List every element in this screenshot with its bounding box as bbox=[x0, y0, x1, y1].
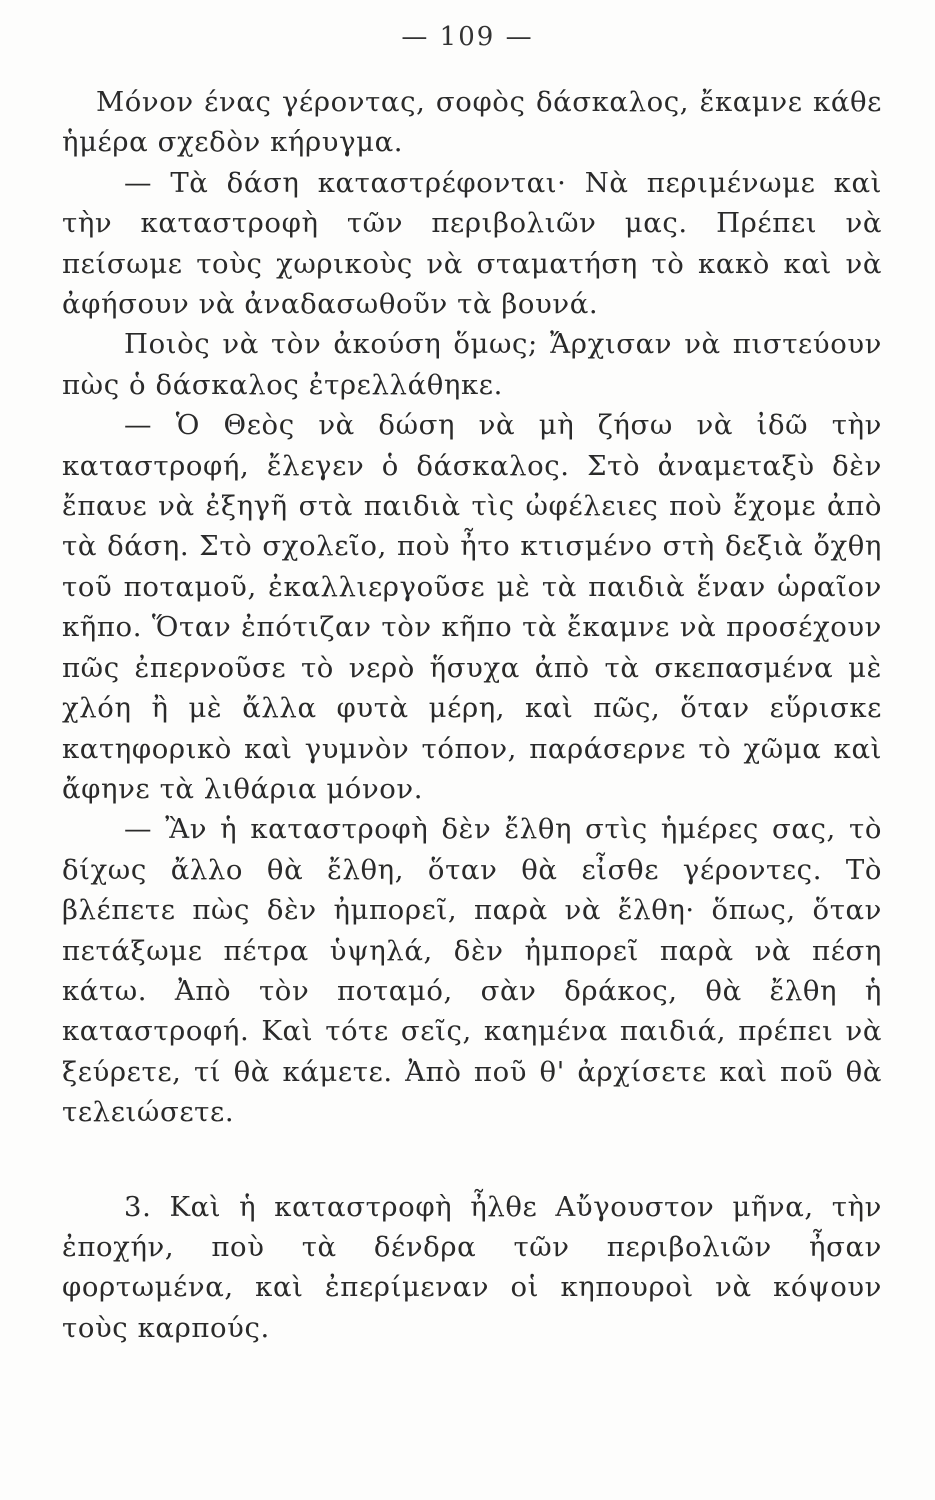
body-text bbox=[62, 82, 882, 1348]
page-number: — 109 — bbox=[401, 22, 534, 52]
paragraph-2: — Τὰ δάση καταστρέφονται· Νὰ περιμένωμε καὶ τὴν καταστροφὴ τῶν περιβολιῶν μας. Πρέπει νὰ πείσωμε τοὺς χωρικοὺς νὰ σταματήση τὸ κακὸ καὶ νὰ ἀφήσουν νὰ ἀναδασωθοῦν τὰ βουνά. bbox=[62, 166, 882, 321]
paragraph-5: — Ἂν ἡ καταστροφὴ δὲν ἔλθη στὶς ἡμέρες σας, τὸ δίχως ἄλλο θὰ ἔλθη, ὅταν θὰ εἶσθε γέροντες. Τὸ βλέπετε πὼς δὲν ἠμπορεῖ, παρὰ νὰ ἔλθη· ὅπως, ὅταν πετάξωμε πέτρα ὑψηλά, δὲν ἠμπορεῖ παρὰ νὰ πέση κάτω. Ἀπὸ τὸν ποταμό, σὰν δράκος, θὰ ἔλθη ἡ καταστροφή. Καὶ τότε σεῖς, καημένα παιδιά, πρέπει νὰ ξεύρετε, τί θὰ κάμετε. Ἀπὸ ποῦ θ' ἀρχίσετε καὶ ποῦ θὰ τελειώσετε. bbox=[62, 813, 882, 1129]
paragraph-4: — Ὁ Θεὸς νὰ δώση νὰ μὴ ζήσω νὰ ἰδῶ τὴν καταστροφή, ἔλεγεν ὁ δάσκαλος. Στὸ ἀναμεταξὺ δὲν ἔπαυε νὰ ἐξηγῆ στὰ παιδιὰ τὶς ὠφέλειες ποὺ ἔχομε ἀπὸ τὰ δάση. Στὸ σχολεῖο, ποὺ ἦτο κτισμένο στὴ δεξιὰ ὄχθη τοῦ ποταμοῦ, ἐκαλλιεργοῦσε μὲ τὰ παιδιὰ ἕναν ὡραῖον κῆπο. Ὅταν ἐπότιζαν τὸν κῆπο τὰ ἔκαμνε νὰ προσέχουν πῶς ἐπερνοῦσε τὸ νερὸ ἥσυχα ἀπὸ τὰ σκεπασμένα μὲ χλόη ἢ μὲ ἄλλα φυτὰ μέρη, καὶ πῶς, ὅταν εὕρισκε κατηφορικὸ καὶ γυμνὸν τόπον, παράσερνε τὸ χῶμα καὶ ἄφηνε τὰ λιθάρια μόνον. bbox=[62, 409, 882, 805]
paragraph-1: Μόνον ένας γέροντας, σοφὸς δάσκαλος, ἔκαμνε κάθε ἡμέρα σχεδὸν κήρυγμα. bbox=[62, 86, 882, 159]
paragraph-3: Ποιὸς νὰ τὸν ἀκούση ὅμως; Ἄρχισαν νὰ πιστεύουν πὼς ὁ δάσκαλος ἐτρελλάθηκε. bbox=[62, 328, 882, 401]
section-3-paragraph: 3. Καὶ ἡ καταστροφὴ ἦλθε Αὔγουστον μῆνα, τὴν ἐποχήν, ποὺ τὰ δένδρα τῶν περιβολιῶν ἦσαν φορτωμένα, καὶ ἐπερίμεναν οἱ κηπουροὶ νὰ κόψουν τοὺς καρπούς. bbox=[62, 1190, 882, 1344]
